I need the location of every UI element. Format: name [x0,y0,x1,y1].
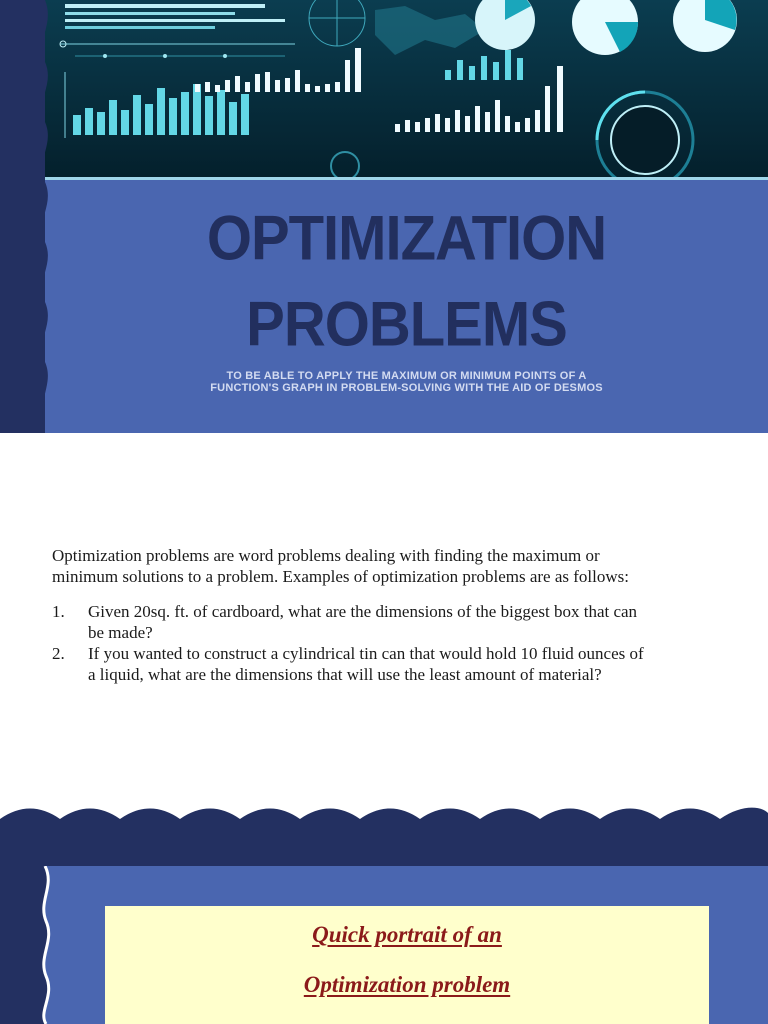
slide-subtitle [45,370,768,394]
wavy-left-border [0,866,70,1024]
slide-title [45,196,768,369]
list-item-line-1: Given 20sq. ft. of cardboard, what are the dimensions of the biggest box that can [88,602,638,621]
intro-line-1: Optimization problems are word problems dealing with finding the maximum or [52,546,600,565]
subtitle-line-2: FUNCTION'S GRAPH IN PROBLEM-SOLVING WITH THE AID OF DESMOS [210,382,603,394]
wavy-bottom-band [0,433,768,866]
wavy-left-border [0,0,60,433]
portrait-card [105,906,709,1024]
title-slide [0,0,768,433]
list-number: 2. [52,644,65,663]
title-panel [45,180,768,433]
intro-line-2: minimum solutions to a problem. Examples of optimization problems are as follows: [52,567,629,586]
subtitle-line-1: TO BE ABLE TO APPLY THE MAXIMUM OR MINIMUM POINTS OF A [226,370,587,382]
data-dashboard-banner-image [45,0,768,178]
list-number: 1. [52,602,65,621]
title-line-1: OPTIMIZATION [206,203,607,274]
list-item-line-2: be made? [88,623,153,642]
dashboard-graphic [45,0,768,178]
title-line-2: PROBLEMS [246,289,567,360]
definition-slide [0,433,768,866]
card-heading-line-2: Optimization problem [303,972,511,997]
card-heading-line-1: Quick portrait of an [312,922,502,947]
list-item-line-2: a liquid, what are the dimensions that will use the least amount of material? [88,665,602,684]
list-item-line-1: If you wanted to construct a cylindrical tin can that would hold 10 fluid ounces of [88,644,644,663]
portrait-slide [0,866,768,1024]
